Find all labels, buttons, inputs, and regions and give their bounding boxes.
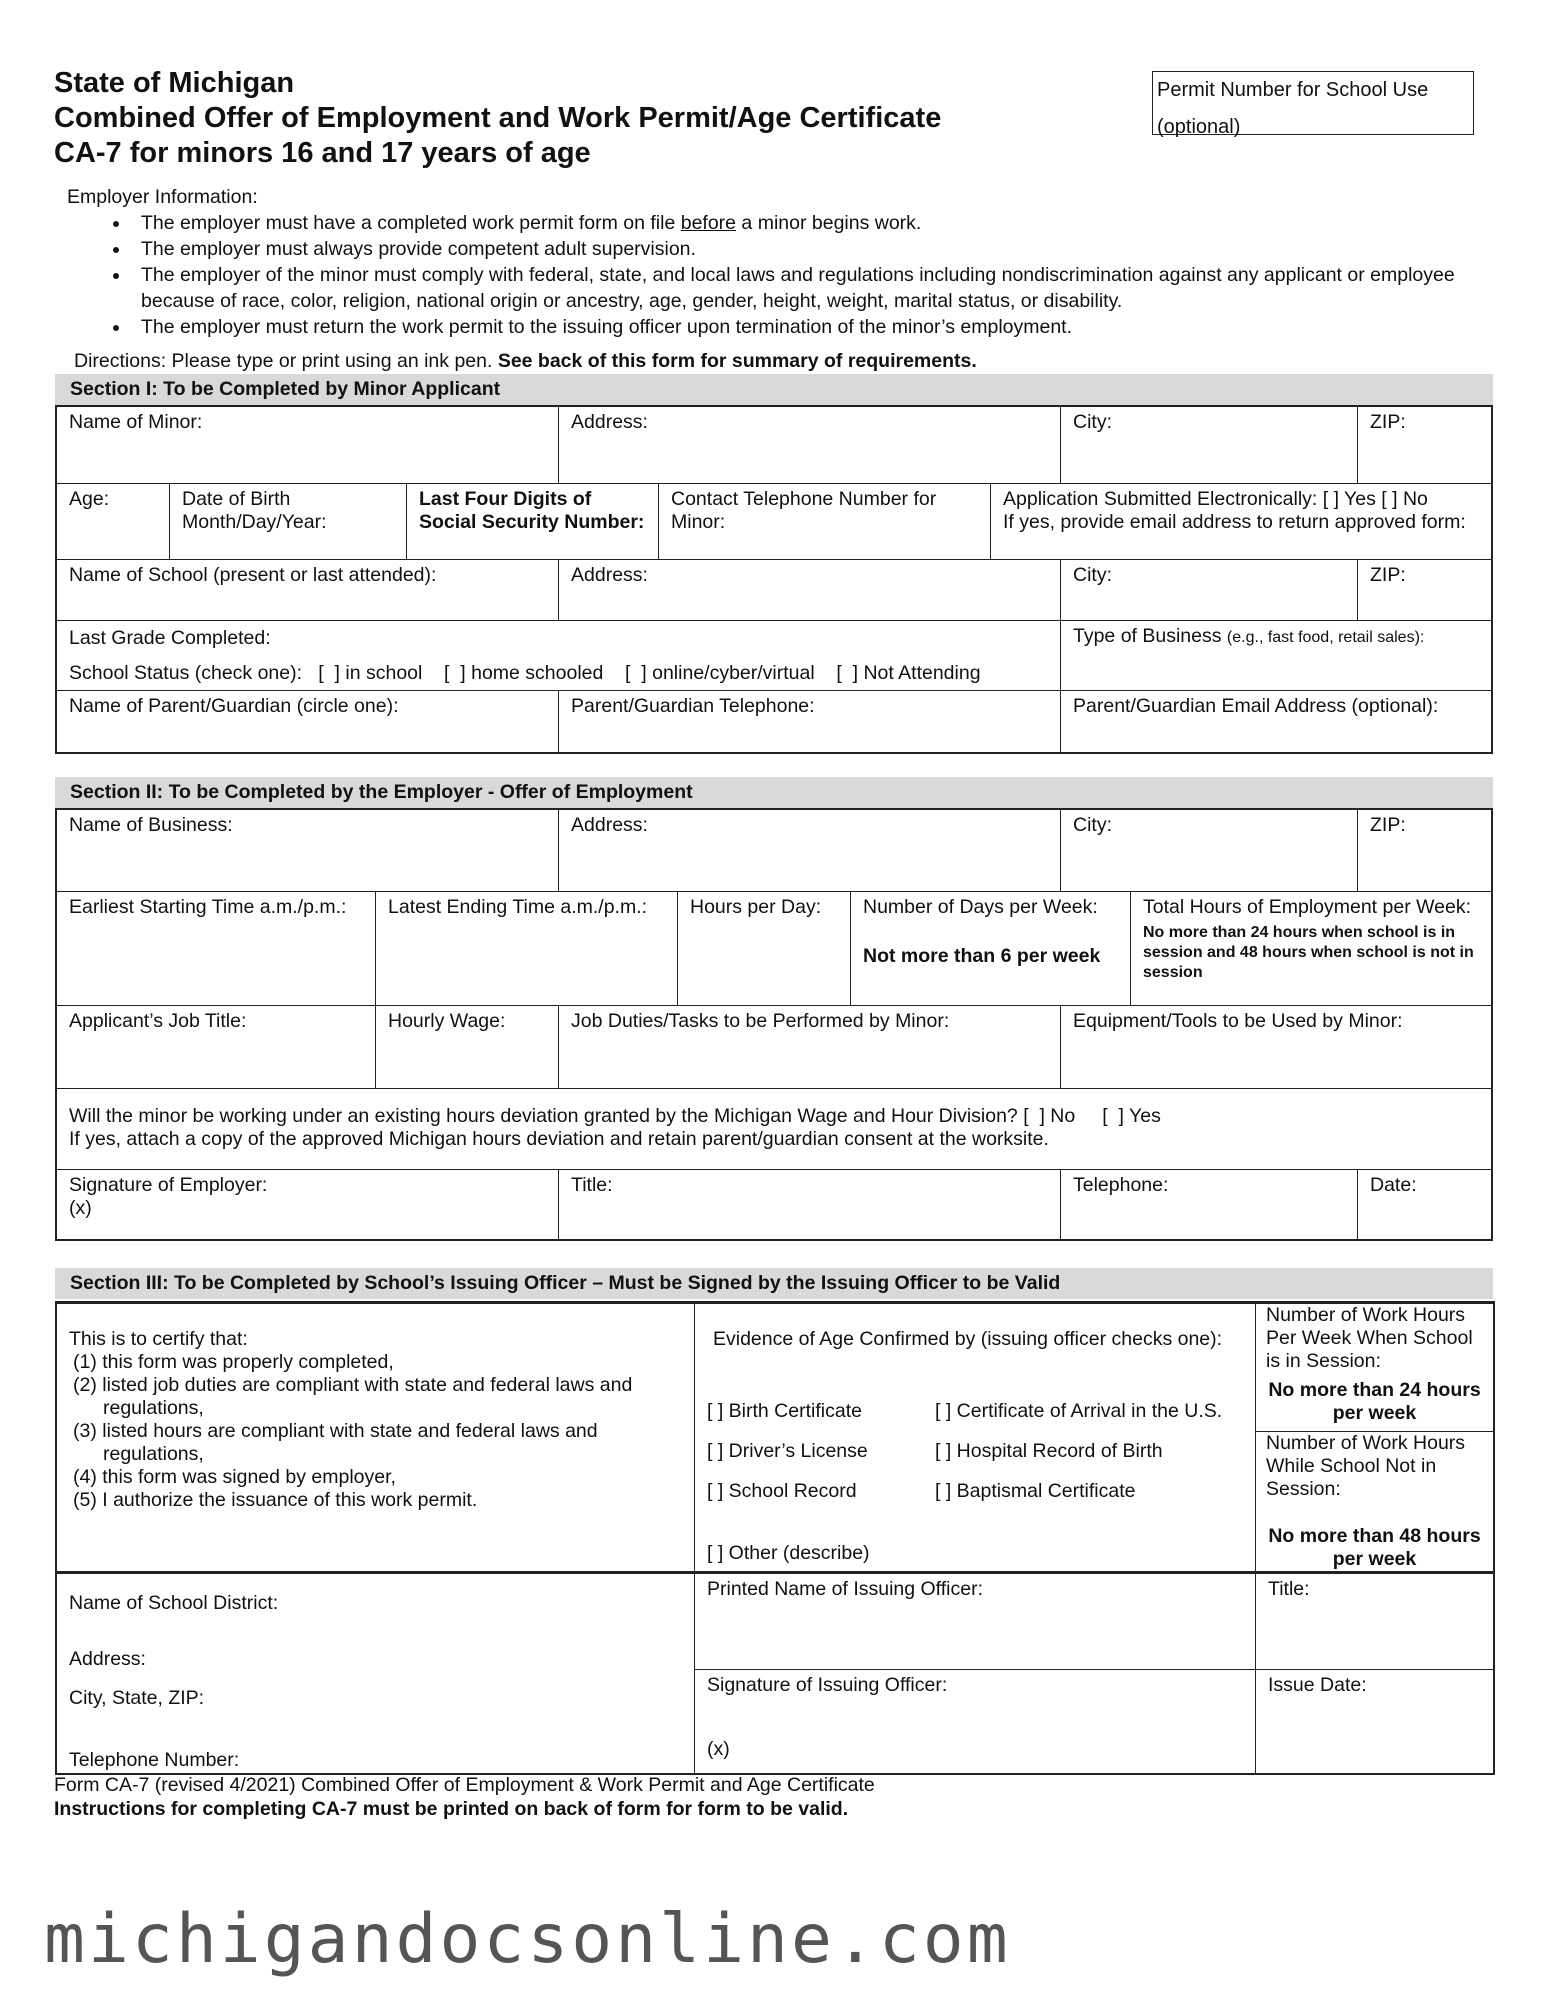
section-2-heading: Section II: To be Completed by the Employer - Offer of Employment [55, 777, 1493, 808]
last-grade-label: Last Grade Completed: [69, 627, 271, 649]
job-title-field[interactable]: Applicant’s Job Title: [57, 1006, 376, 1089]
certify-item-2: (2) listed job duties are compliant with state and federal laws and regulations, [73, 1374, 633, 1419]
age-field[interactable]: Age: [57, 484, 170, 560]
section-3-heading: Section III: To be Completed by School’s Issuing Officer – Must be Signed by the Issuing Officer to be Valid [55, 1268, 1493, 1299]
days-per-week-field[interactable]: Number of Days per Week: Not more than 6 per week [851, 892, 1131, 1006]
evidence-heading: Evidence of Age Confirmed by (issuing officer checks one): [713, 1328, 1223, 1350]
section-3-grid [55, 1301, 1495, 1775]
dob-field[interactable]: Date of Birth Month/Day/Year: [170, 484, 407, 560]
district-telephone-label: Telephone Number: [69, 1749, 240, 1771]
contact-phone-field[interactable]: Contact Telephone Number for Minor: [659, 484, 991, 560]
employer-bullet-1: • The employer must have a completed work permit form on file before a minor begins work. [131, 210, 1487, 236]
certify-item-5: (5) I authorize the issuance of this work permit. [73, 1489, 478, 1511]
officer-title-field[interactable]: Title: [1256, 1574, 1493, 1670]
evidence-hospital-record[interactable]: [ ] Hospital Record of Birth [935, 1440, 1163, 1462]
evidence-of-age-block [695, 1304, 1256, 1574]
business-address-field[interactable]: Address: [559, 810, 1061, 892]
minor-zip-field[interactable]: ZIP: [1358, 407, 1491, 484]
certify-item-1: (1) this form was properly completed, [73, 1351, 394, 1373]
employer-bullet-3: • The employer of the minor must comply with federal, state, and local laws and regulations including nondiscrimination against any applicant or employee because of race, color, religion, national origin or ancestry, age, gender, height, weight, marital status, or disability. [131, 262, 1487, 314]
form-title [54, 66, 941, 171]
parent-phone-field[interactable]: Parent/Guardian Telephone: [559, 691, 1061, 752]
title-line-2: Combined Offer of Employment and Work Permit/Age Certificate [54, 102, 942, 134]
certify-item-4: (4) this form was signed by employer, [73, 1466, 396, 1488]
certify-intro: This is to certify that: [69, 1328, 248, 1350]
section-1-heading: Section I: To be Completed by Minor Applicant [55, 374, 1493, 405]
title-line-1: State of Michigan [54, 67, 295, 99]
section-2-grid [55, 808, 1493, 1241]
title-line-3: CA-7 for minors 16 and 17 years of age [54, 137, 591, 169]
hours-per-day-field[interactable]: Hours per Day: [678, 892, 851, 1006]
hourly-wage-field[interactable]: Hourly Wage: [376, 1006, 559, 1089]
permit-number-field[interactable] [1152, 71, 1474, 138]
section-1-grid [55, 405, 1493, 754]
footer-instructions: Instructions for completing CA-7 must be printed on back of form for form to be valid. [54, 1798, 849, 1820]
employer-bullet-2: • The employer must always provide competent adult supervision. [131, 236, 1487, 262]
district-city-label: City, State, ZIP: [69, 1687, 205, 1709]
school-address-field[interactable]: Address: [559, 560, 1061, 621]
parent-email-field[interactable]: Parent/Guardian Email Address (optional): [1073, 695, 1439, 717]
evidence-drivers-license[interactable]: [ ] Driver’s License [707, 1440, 868, 1462]
certify-item-3: (3) listed hours are compliant with state and federal laws and regulations, [73, 1420, 598, 1465]
employer-date-field[interactable]: Date: [1370, 1174, 1417, 1196]
footer-revision: Form CA-7 (revised 4/2021) Combined Offer of Employment & Work Permit and Age Certificate [54, 1774, 875, 1796]
employer-telephone-field[interactable]: Telephone: [1061, 1170, 1358, 1239]
evidence-school-record[interactable]: [ ] School Record [707, 1480, 857, 1502]
equipment-field[interactable]: Equipment/Tools to be Used by Minor: [1061, 1006, 1491, 1089]
evidence-baptismal-certificate[interactable]: [ ] Baptismal Certificate [935, 1480, 1136, 1502]
hours-deviation-field[interactable]: Will the minor be working under an existing hours deviation granted by the Michigan Wage and Hour Division? [ ] No [ ] Yes If yes, attach a copy of the approved Michigan hours deviation and retain parent/guardian consent at the worksite. [57, 1089, 1491, 1170]
district-address-label: Address: [69, 1648, 146, 1670]
business-zip-field[interactable]: ZIP: [1358, 810, 1491, 892]
employer-signature-field[interactable]: Signature of Employer: (x) [57, 1170, 559, 1239]
start-time-field[interactable]: Earliest Starting Time a.m./p.m.: [57, 892, 376, 1006]
business-city-field[interactable]: City: [1061, 810, 1358, 892]
school-status-options: School Status (check one): [ ] in school [ ] home schooled [ ] online/cyber/virtual [ ] Not Attending [69, 662, 981, 684]
certification-block [57, 1304, 695, 1574]
permit-number-label: Permit Number for School Use [1157, 79, 1429, 101]
grade-status-field[interactable] [57, 621, 1061, 691]
hours-not-in-session-block: Number of Work Hours While School Not in Session: No more than 48 hours per week [1256, 1432, 1493, 1574]
business-name-field[interactable]: Name of Business: [57, 810, 559, 892]
end-time-field[interactable]: Latest Ending Time a.m./p.m.: [376, 892, 678, 1006]
employer-info-heading: Employer Information: [67, 186, 258, 208]
officer-signature-field[interactable]: Signature of Issuing Officer: (x) [695, 1670, 1256, 1774]
permit-number-optional: (optional) [1157, 116, 1241, 138]
school-district-block[interactable] [57, 1574, 695, 1774]
parent-name-field[interactable]: Name of Parent/Guardian (circle one): [57, 691, 559, 752]
school-district-label: Name of School District: [69, 1592, 279, 1614]
directions: Directions: Please type or print using an ink pen. See back of this form for summary of requirements. [74, 350, 977, 372]
school-city-field[interactable]: City: [1061, 560, 1358, 621]
ssn-field[interactable]: Last Four Digits of Social Security Number: [407, 484, 659, 560]
name-of-minor-field[interactable]: Name of Minor: [57, 407, 559, 484]
school-name-field[interactable]: Name of School (present or last attended): [57, 560, 559, 621]
issue-date-field[interactable]: Issue Date: [1268, 1674, 1367, 1696]
hours-in-session-block: Number of Work Hours Per Week When School is in Session: No more than 24 hours per week [1256, 1304, 1493, 1432]
job-duties-field[interactable]: Job Duties/Tasks to be Performed by Minor: [559, 1006, 1061, 1089]
evidence-birth-certificate[interactable]: [ ] Birth Certificate [707, 1400, 862, 1422]
employer-title-field[interactable]: Title: [559, 1170, 1061, 1239]
total-hours-field[interactable]: Total Hours of Employment per Week: No more than 24 hours when school is in session and 48 hours when school is not in session [1131, 892, 1491, 1006]
employer-information [67, 184, 1487, 340]
minor-address-field[interactable]: Address: [559, 407, 1061, 484]
electronic-submission-field[interactable]: Application Submitted Electronically: [ ] Yes [ ] No If yes, provide email address to return approved form: [991, 484, 1491, 560]
evidence-certificate-of-arrival[interactable]: [ ] Certificate of Arrival in the U.S. [935, 1400, 1223, 1422]
school-zip-field[interactable]: ZIP: [1358, 560, 1491, 621]
site-watermark: michigandocsonline.com [44, 1900, 1011, 1979]
minor-city-field[interactable]: City: [1061, 407, 1358, 484]
officer-name-field[interactable]: Printed Name of Issuing Officer: [695, 1574, 1256, 1670]
employer-bullet-4: • The employer must return the work permit to the issuing officer upon termination of the minor’s employment. [131, 314, 1487, 340]
form-footer [54, 1773, 875, 1821]
evidence-other[interactable]: [ ] Other (describe) [707, 1542, 870, 1564]
business-type-field[interactable]: Type of Business (e.g., fast food, retail sales): [1061, 621, 1491, 691]
